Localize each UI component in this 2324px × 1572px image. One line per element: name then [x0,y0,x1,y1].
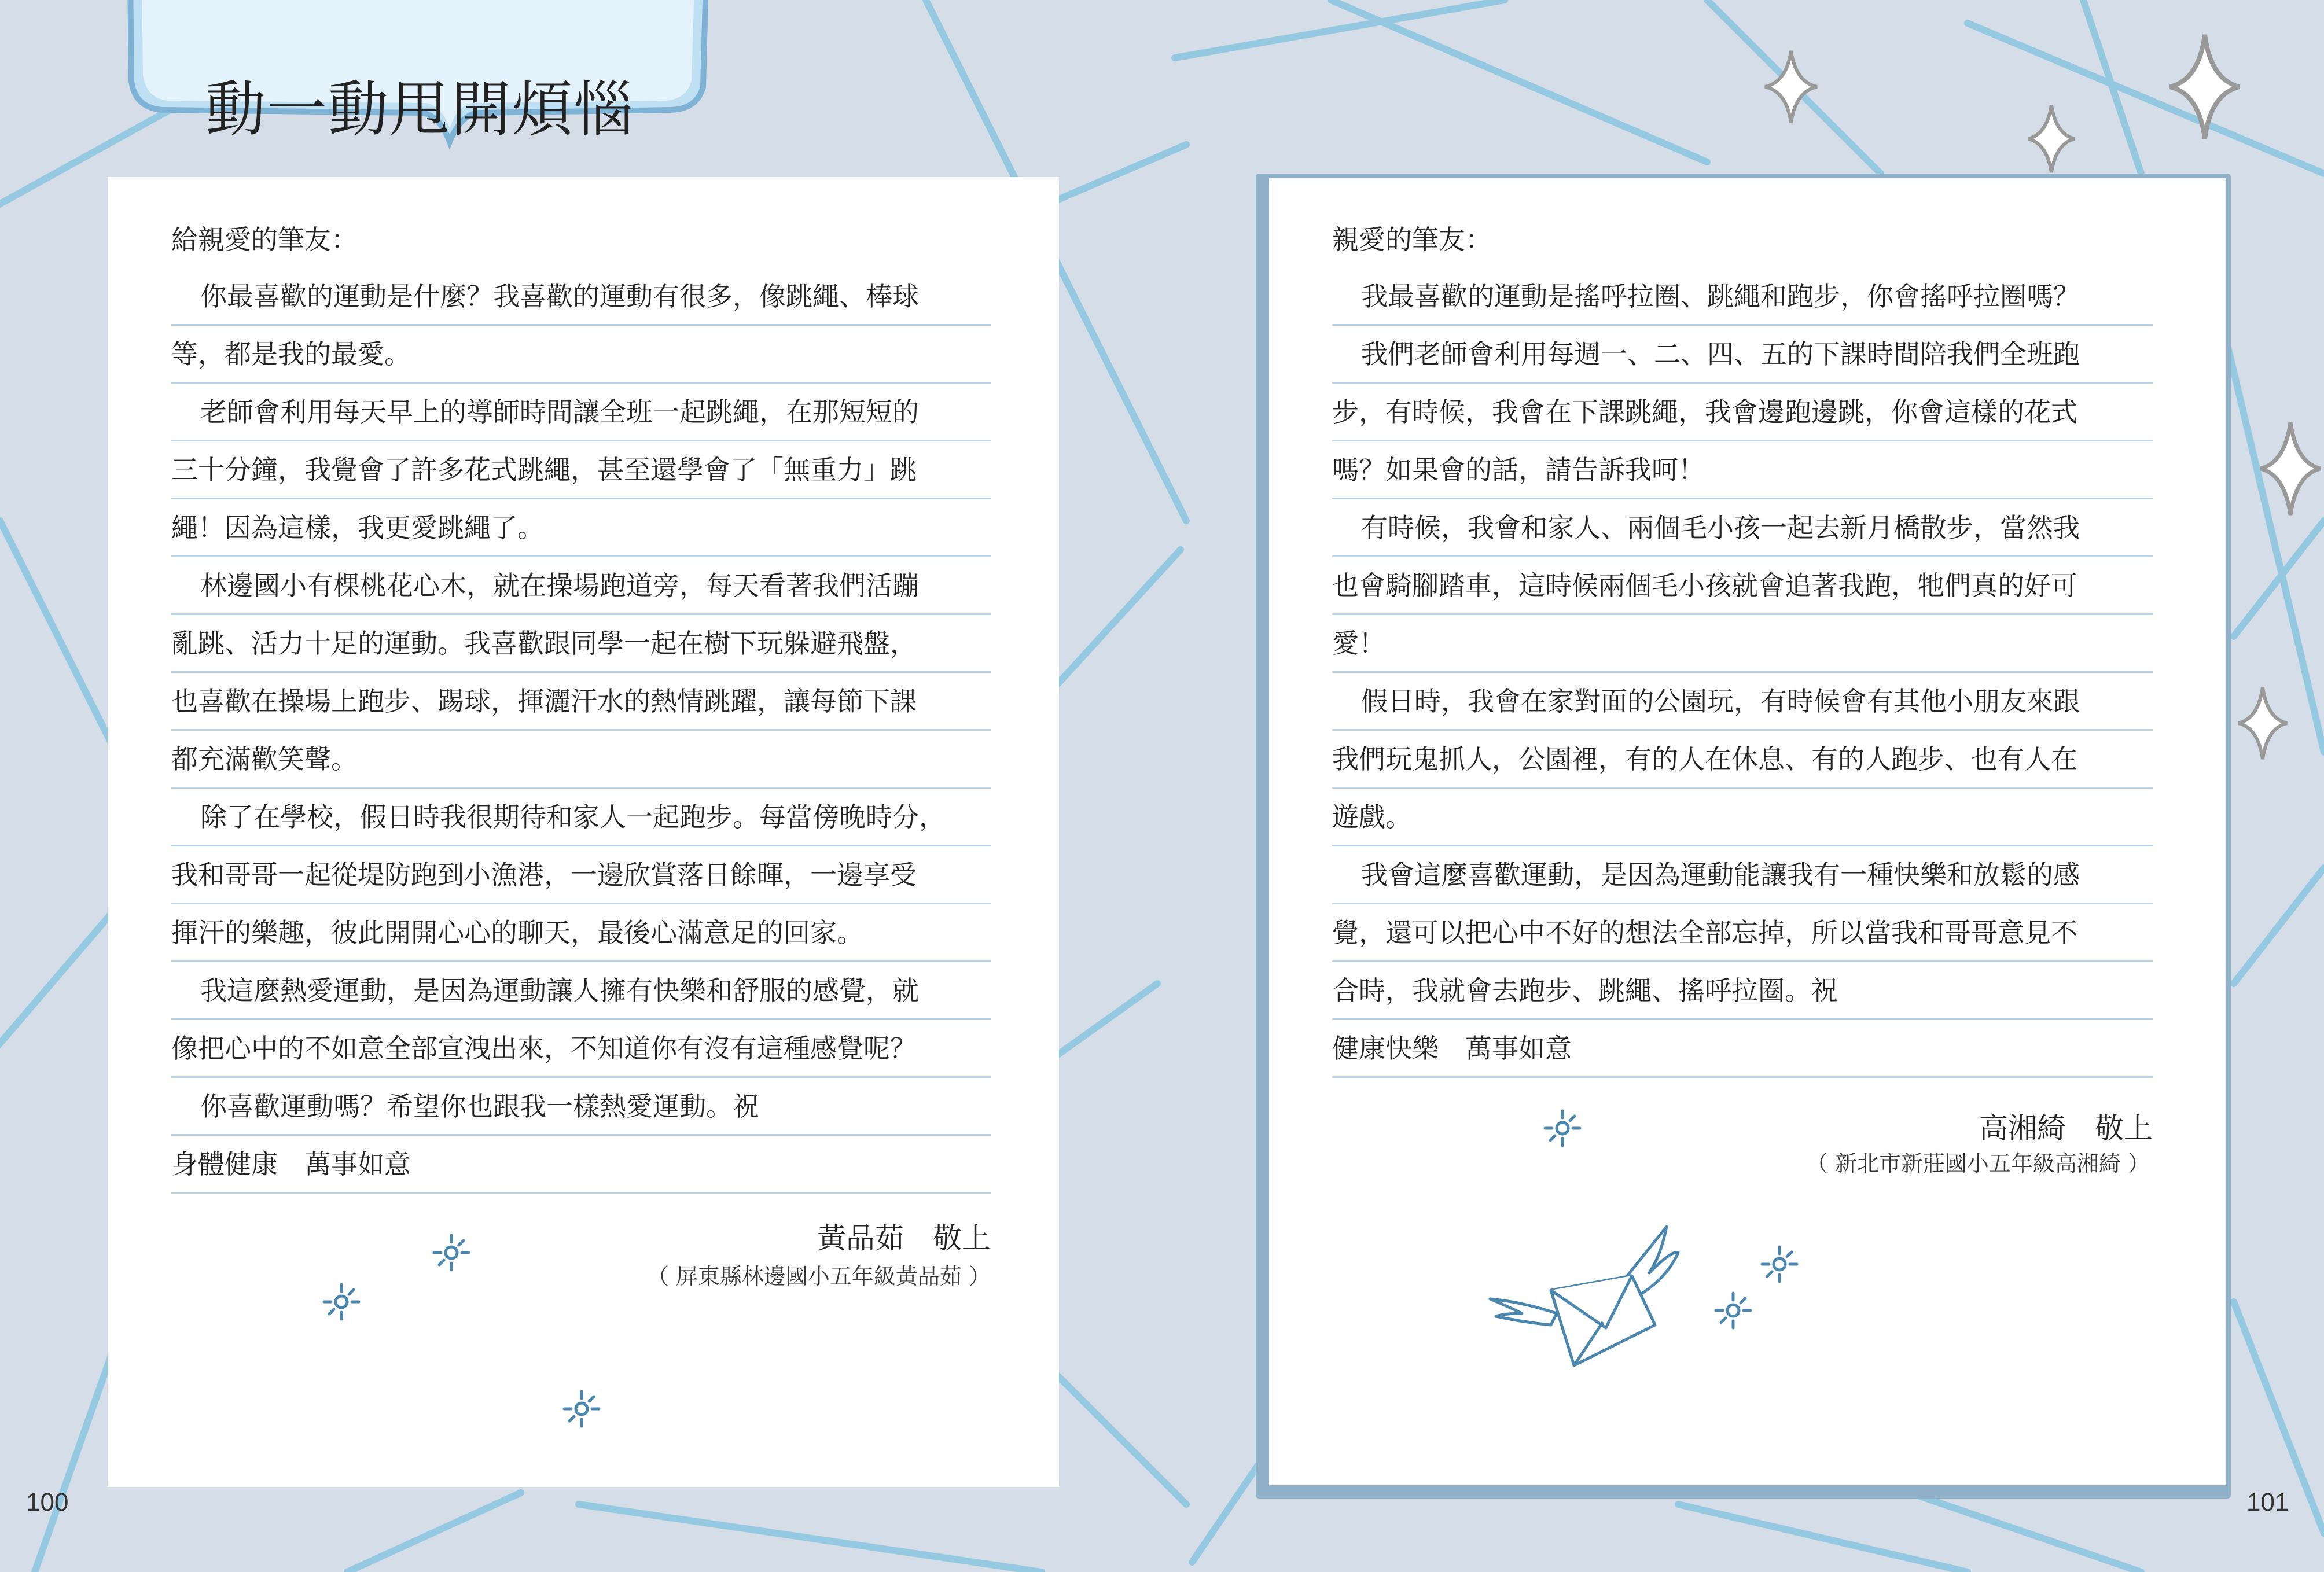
letter-line: 你最喜歡的運動是什麼？我喜歡的運動有很多，像跳繩、棒球 [171,268,991,326]
page-number-right: 101 [2246,1488,2289,1516]
right-school: （ 新北市新莊國小五年級高湘綺 ） [1805,1151,2150,1176]
letter-line: 我最喜歡的運動是搖呼拉圈、跳繩和跑步，你會搖呼拉圈嗎？ [1332,268,2153,326]
letter-line: 我們玩鬼抓人，公園裡，有的人在休息、有的人跑步、也有人在 [1332,731,2153,789]
letter-line: 除了在學校，假日時我很期待和家人一起跑步。每當傍晚時分， [171,789,991,846]
sun-icon [431,1232,472,1273]
page-title: 動一動甩開煩惱 [205,74,635,145]
letter-line: 我會這麼喜歡運動，是因為運動能讓我有一種快樂和放鬆的感 [1332,846,2153,904]
letter-salutation: 親愛的筆友： [1332,224,1492,255]
letter-line: 合時，我就會去跑步、跳繩、搖呼拉圈。祝 [1332,962,2153,1020]
letter-line: 林邊國小有棵桃花心木，就在操場跑道旁，每天看著我們活蹦 [171,557,991,615]
letter-line: 揮汗的樂趣，彼此開開心心的聊天，最後心滿意足的回家。 [171,904,991,962]
letter-closing: 健康快樂 萬事如意 [1332,1020,2153,1078]
page-number-left: 100 [26,1488,69,1516]
letter-line: 亂跳、活力十足的運動。我喜歡跟同學一起在樹下玩躲避飛盤， [171,615,991,673]
letter-line: 老師會利用每天早上的導師時間讓全班一起跳繩，在那短短的 [171,384,991,441]
sparkle-icon [2257,417,2324,521]
letter-line: 遊戲。 [1332,789,2153,846]
letter-line: 有時候，我會和家人、兩個毛小孩一起去新月橋散步，當然我 [1332,499,2153,557]
left-signature: 黃品茹 敬上 [817,1221,991,1255]
sparkle-icon [2234,683,2292,764]
letter-line: 也喜歡在操場上跑步、踢球，揮灑汗水的熱情跳躍，讓每節下課 [171,673,991,731]
letter-line: 我這麼熱愛運動，是因為運動讓人擁有快樂和舒服的感覺，就 [171,962,991,1020]
letter-line: 假日時，我會在家對面的公園玩，有時候會有其他小朋友來跟 [1332,673,2153,731]
letter-line: 你喜歡運動嗎？希望你也跟我一樣熱愛運動。祝 [171,1078,991,1136]
left-school: （ 屏東縣林邊國小五年級黃品茹 ） [646,1264,991,1289]
sparkle-icon [2164,29,2245,145]
letter-line: 我們老師會利用每週一、二、四、五的下課時間陪我們全班跑 [1332,326,2153,384]
sun-icon [1542,1108,1583,1148]
letter-line: 嗎？如果會的話，請告訴我呵！ [1332,441,2153,499]
letter-line: 三十分鐘，我覺會了許多花式跳繩，甚至還學會了「無重力」跳 [171,441,991,499]
sun-icon [321,1282,362,1322]
letter-line: 也會騎腳踏車，這時候兩個毛小孩就會追著我跑，牠們真的好可 [1332,557,2153,615]
letter-salutation: 給親愛的筆友： [171,224,358,255]
letter-closing: 身體健康 萬事如意 [171,1136,991,1194]
winged-envelope-icon [1487,1221,1707,1371]
sparkle-icon [1759,46,1823,127]
letter-line: 像把心中的不如意全部宣洩出來，不知道你有沒有這種感覺呢？ [171,1020,991,1078]
letter-line: 我和哥哥一起從堤防跑到小漁港，一邊欣賞落日餘暉，一邊享受 [171,846,991,904]
letter-line: 愛！ [1332,615,2153,673]
right-signature: 高湘綺 敬上 [1979,1111,2153,1145]
sun-icon [1713,1290,1753,1331]
letter-line: 覺，還可以把心中不好的想法全部忘掉，所以當我和哥哥意見不 [1332,904,2153,962]
letter-line: 步，有時候，我會在下課跳繩，我會邊跑邊跳，你會這樣的花式 [1332,384,2153,441]
right-letter [1332,211,2153,1078]
sparkle-icon [2023,101,2080,176]
sun-icon [1759,1244,1800,1284]
letter-line: 等，都是我的最愛。 [171,326,991,384]
letter-line: 繩！因為這樣，我更愛跳繩了。 [171,499,991,557]
sun-icon [561,1389,602,1429]
left-letter [171,211,991,1194]
letter-line: 都充滿歡笑聲。 [171,731,991,789]
